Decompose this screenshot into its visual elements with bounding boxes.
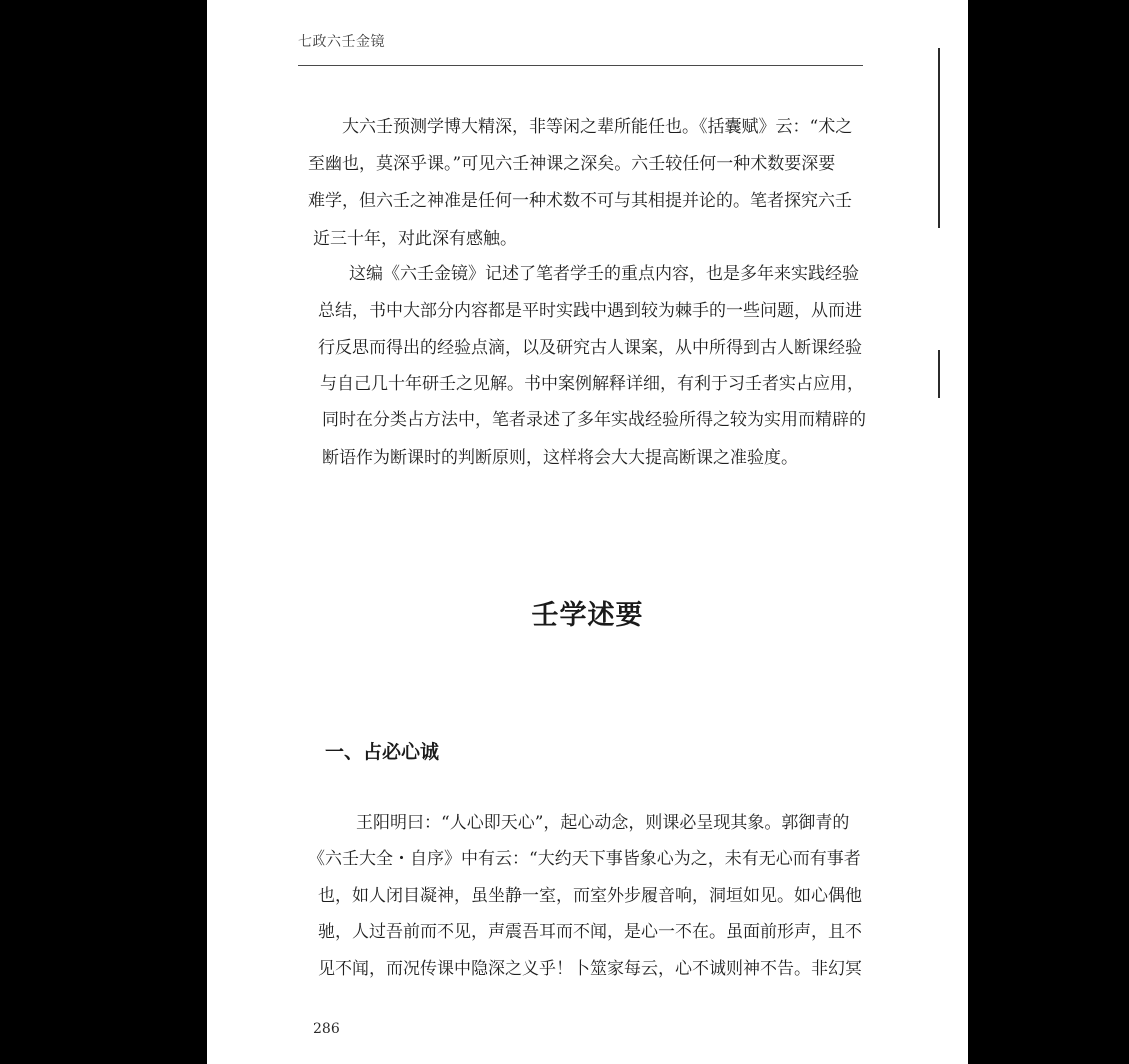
book-page (207, 0, 968, 1064)
intro-p2-line-5: 同时在分类占方法中，笔者录述了多年实战经验所得之较为实用而精辟的 (322, 410, 866, 430)
section-p-line-2: 《六壬大全・自序》中有云：“大约天下事皆象心为之，未有无心而有事者 (308, 849, 861, 869)
intro-p2-line-1: 这编《六壬金镜》记述了笔者学壬的重点内容，也是多年来实践经验 (349, 264, 859, 284)
scan-margin-mark (938, 350, 940, 398)
section-p-line-4: 驰，人过吾前而不见，声震吾耳而不闻，是心一不在。虽面前形声，且不 (318, 922, 862, 942)
intro-p1-line-4: 近三十年，对此深有感触。 (313, 229, 517, 249)
section-p-line-5: 见不闻，而况传课中隐深之义乎！卜筮家每云，心不诚则神不告。非幻冥 (318, 959, 862, 979)
subsection-title: 一、占必心诚 (325, 741, 440, 763)
section-p-line-3: 也，如人闭目凝神，虽坐静一室，而室外步履音响，洞垣如见。如心偶他 (318, 886, 862, 906)
page-number: 286 (313, 1021, 340, 1037)
section-p-line-1: 王阳明曰：“人心即天心”，起心动念，则课必呈现其象。郭御青的 (356, 813, 850, 833)
intro-p2-line-3: 行反思而得出的经验点滴，以及研究古人课案，从中所得到古人断课经验 (318, 338, 862, 358)
intro-p1-line-3: 难学，但六壬之神准是任何一种术数不可与其相提并论的。笔者探究六壬 (308, 191, 852, 211)
intro-p2-line-2: 总结，书中大部分内容都是平时实践中遇到较为棘手的一些问题，从而进 (318, 301, 862, 321)
intro-p2-line-4: 与自己几十年研壬之见解。书中案例解释详细，有利于习壬者实占应用， (320, 374, 864, 394)
header-rule (298, 65, 863, 66)
intro-p1-line-2: 至幽也，莫深乎课。”可见六壬神课之深矣。六壬较任何一种术数要深要 (308, 154, 836, 174)
section-title: 壬学述要 (531, 600, 644, 631)
intro-p1-line-1: 大六壬预测学博大精深，非等闲之辈所能任也。《括囊赋》云：“术之 (342, 117, 853, 137)
scan-margin-mark (938, 48, 940, 228)
intro-p2-line-6: 断语作为断课时的判断原则，这样将会大大提高断课之准验度。 (322, 448, 798, 468)
running-head-title: 七政六壬金镜 (298, 34, 385, 50)
